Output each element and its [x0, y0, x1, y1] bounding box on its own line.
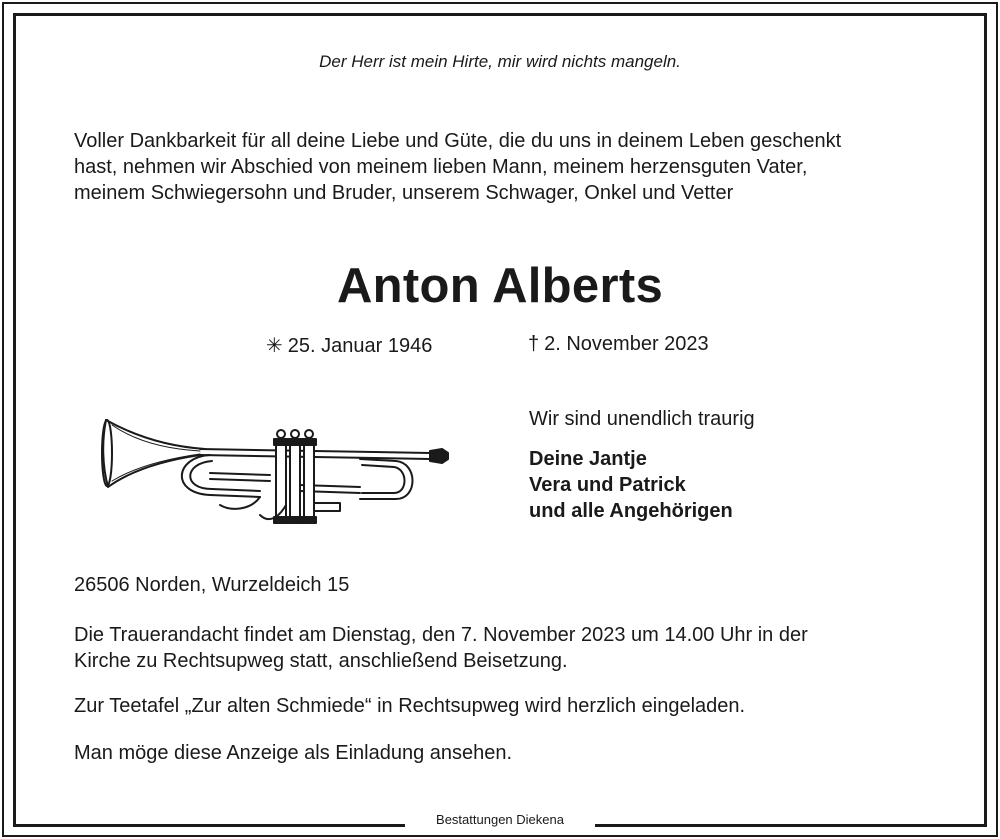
- funeral-home: Bestattungen Diekena: [436, 812, 564, 827]
- death-date: [528, 333, 709, 356]
- birth-star-icon: ✳: [266, 335, 283, 357]
- grief-line: Wir sind unendlich traurig: [529, 408, 755, 430]
- intro-line: meinem Schwiegersohn und Bruder, unserem Schwager, Onkel und Vetter: [74, 182, 734, 204]
- intro-text: [74, 128, 944, 206]
- mourner: Deine Jantje: [529, 448, 647, 470]
- invitation-note: Man möge diese Anzeige als Einladung ansehen.: [74, 742, 513, 764]
- deceased-name: Anton Alberts: [336, 259, 663, 313]
- bible-verse: Der Herr ist mein Hirte, mir wird nichts mangeln.: [319, 52, 681, 71]
- intro-line: hast, nehmen wir Abschied von meinem lieben Mann, meinem herzensguten Vater,: [74, 156, 808, 178]
- service-line: Die Trauerandacht findet am Dienstag, den 7. November 2023 um 14.00 Uhr in der: [74, 624, 808, 646]
- service-info: [74, 622, 954, 674]
- intro-line: Voller Dankbarkeit für all deine Liebe und Güte, die du uns in deinem Leben geschenkt: [74, 130, 842, 152]
- mourners-list: [529, 446, 733, 524]
- address: 26506 Norden, Wurzeldeich 15: [74, 574, 350, 596]
- death-date-text: 2. November 2023: [544, 333, 709, 355]
- death-cross-icon: †: [528, 333, 540, 355]
- mourner: und alle Angehörigen: [529, 500, 733, 522]
- service-line: Kirche zu Rechtsupweg statt, anschließend Beisetzung.: [74, 650, 568, 672]
- trumpet-icon: [100, 415, 452, 530]
- birth-date-text: 25. Januar 1946: [287, 335, 433, 357]
- reception-info: Zur Teetafel „Zur alten Schmiede“ in Rechtsupweg wird herzlich eingeladen.: [74, 695, 746, 717]
- birth-date: [266, 333, 432, 358]
- mourner: Vera und Patrick: [529, 474, 686, 496]
